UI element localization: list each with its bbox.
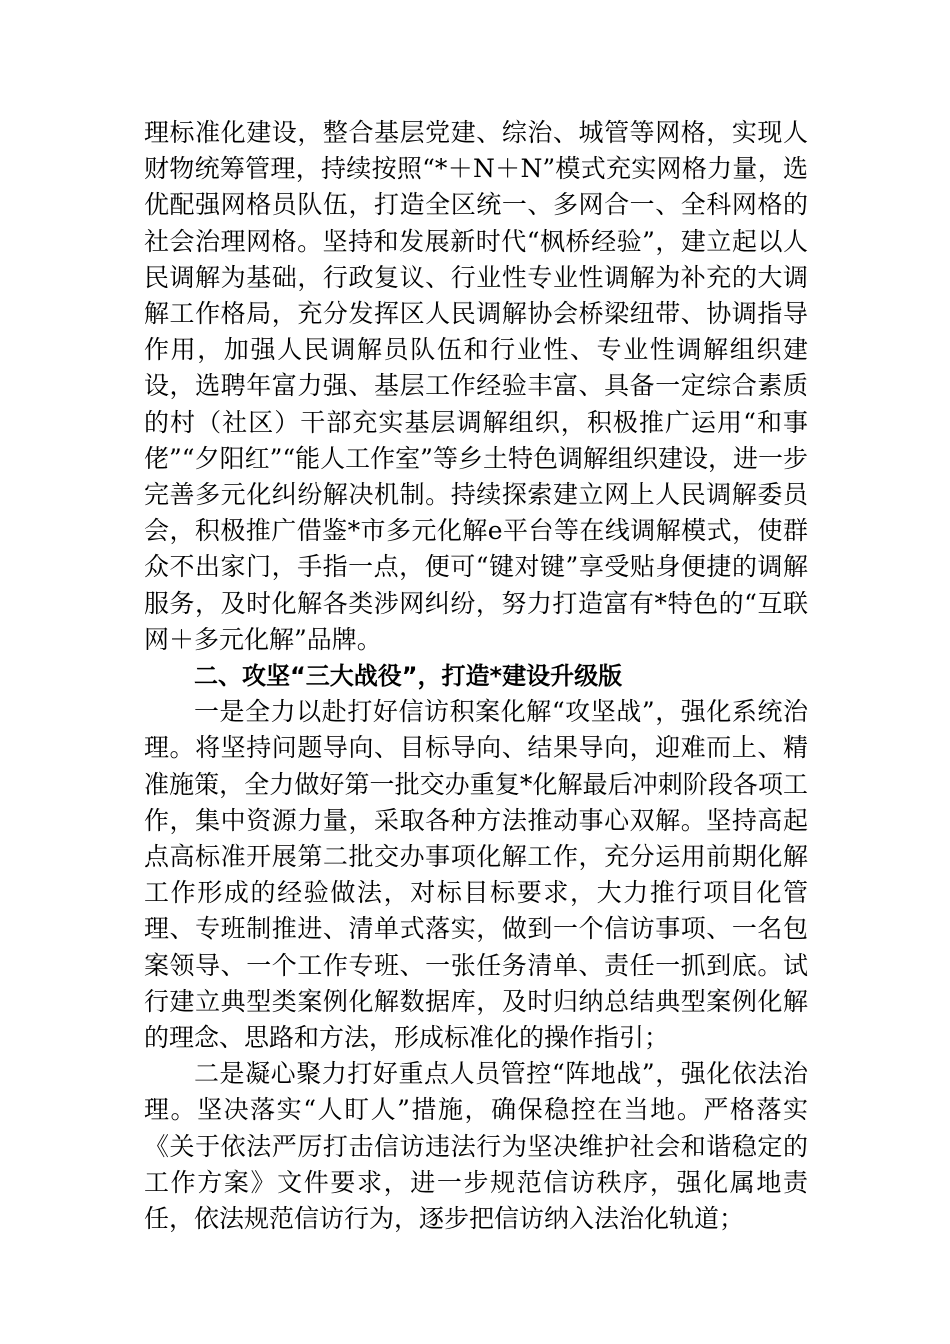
paragraph-petition-backlog: 一是全力以赴打好信访积案化解“攻坚战”，强化系统治理。将坚持问题导向、目标导向、结果导向，迎难而上、精准施策，全力做好第一批交办重复*化解最后冲刺阶段各项工作，集中资源力量，采取各种方法推动事心双解。坚持高起点高标准开展第二批交办事项化解工作，充分运用前期化解工作形成的经验做法，对标目标要求，大力推行项目化管理、专班制推进、清单式落实，做到一个信访事项、一名包案领导、一个工作专班、一张任务清单、责任一抓到底。试行建立典型类案例化解数据库，及时归纳总结典型案例化解的理念、思路和方法，形成标准化的操作指引；	[144, 697, 808, 1053]
paragraph-grid-mediation: 理标准化建设，整合基层党建、综治、城管等网格，实现人财物统筹管理，持续按照“*＋N＋N”模式充实网格力量，选优配强网格员队伍，打造全区统一、多网合一、全科网格的社会治理网格。坚持和发展新时代“枫桥经验”，建立起以人民调解为基础，行政复议、行业性专业性调解为补充的大调解工作格局，充分发挥区人民调解协会桥梁纽带、协调指导作用，加强人民调解员队伍和行业性、专业性调解组织建设，选聘年富力强、基层工作经验丰富、具备一定综合素质的村（社区）干部充实基层调解组织，积极推广运用“和事佬”“夕阳红”“能人工作室”等乡土特色调解组织建设，进一步完善多元化纠纷解决机制。持续探索建立网上人民调解委员会，积极推广借鉴*市多元化解e平台等在线调解模式，使群众不出家门，手指一点，便可“键对键”享受贴身便捷的调解服务，及时化解各类涉网纠纷，努力打造富有*特色的“互联网＋多元化解”品牌。	[144, 118, 808, 654]
section-heading-three-campaigns: 二、攻坚“三大战役”，打造*建设升级版	[194, 662, 623, 691]
paragraph-key-personnel-control: 二是凝心聚力打好重点人员管控“阵地战”，强化依法治理。坚决落实“人盯人”措施，确保稳控在当地。严格落实《关于依法严厉打击信访违法行为坚决维护社会和谐稳定的工作方案》文件要求，进一步规范信访秩序，强化属地责任，依法规范信访行为，逐步把信访纳入法治化轨道；	[144, 1059, 808, 1234]
document-page	[144, 115, 808, 1237]
